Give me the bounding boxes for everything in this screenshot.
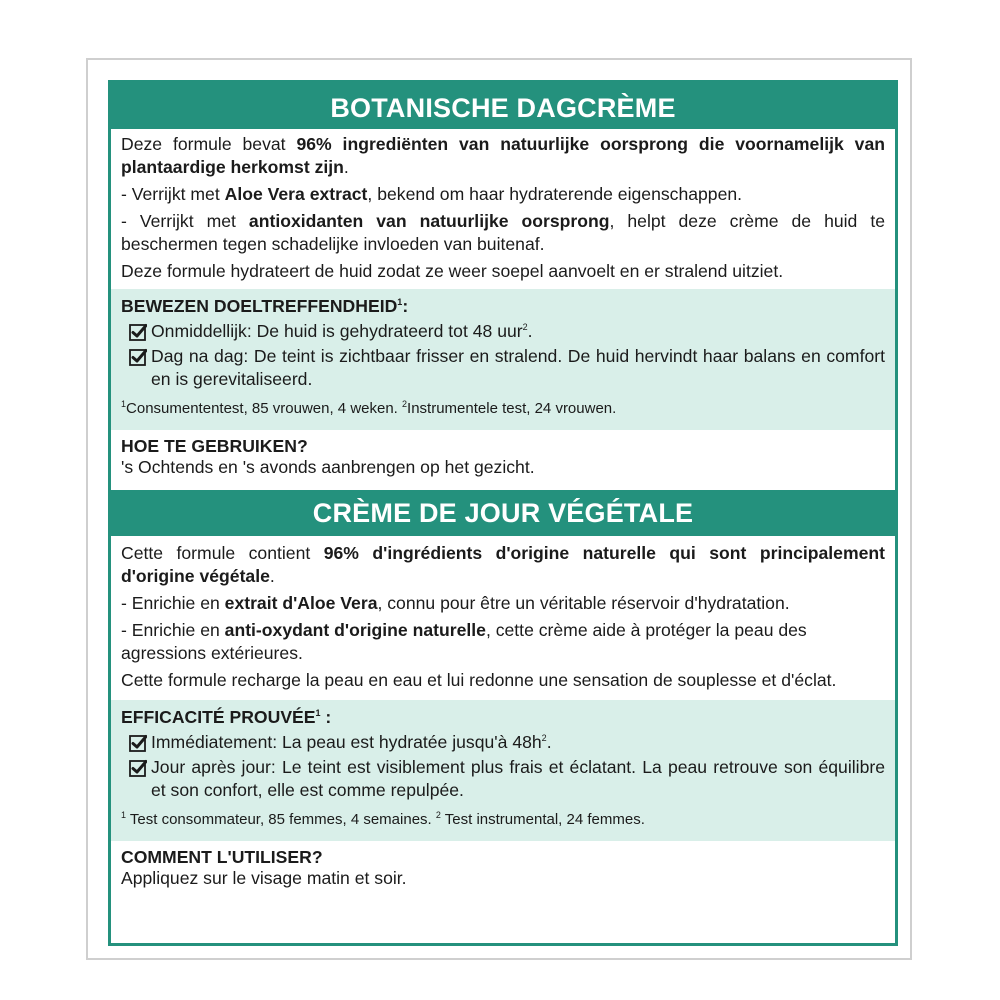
efficacy-nl-item1-text: Onmiddellijk: De huid is gehydrateerd tot 48 uur$^2$. — [151, 321, 533, 341]
efficacy-fr-footnote: $^1$ Test consommateur, 85 femmes, 4 semaines. $^2$ Test instrumental, 24 femmes. — [121, 810, 645, 828]
intro-fr-p2: - Enrichie en extrait d'Aloe Vera, connu pour être un véritable réservoir d'hydratation. — [121, 593, 790, 613]
intro-fr-p3: - Enrichie en anti-oxydant d'origine naturelle, cette crème aide à protéger la peau des agressions extérieures. — [121, 620, 807, 663]
checkbox-check-icon — [121, 731, 151, 754]
efficacy-fr-item — [121, 756, 885, 802]
intro-nl-p4: Deze formule hydrateert de huid zodat ze weer soepel aanvoelt en er stralend uitziet. — [121, 261, 784, 281]
label-panel — [108, 80, 898, 946]
intro-nl-p1: Deze formule bevat 96% ingrediënten van natuurlijke oorsprong die voornamelijk van plantaardige herkomst zijn. — [121, 134, 885, 177]
intro-nl — [111, 129, 895, 289]
usage-nl-text: 's Ochtends en 's avonds aanbrengen op het gezicht. — [121, 457, 535, 477]
efficacy-nl-footnote: $^1$Consumententest, 85 vrouwen, 4 weken. $^2$Instrumentele test, 24 vrouwen. — [121, 399, 617, 417]
title-fr: CRÈME DE JOUR VÉGÉTALE — [111, 484, 895, 536]
intro-fr-p4: Cette formule recharge la peau en eau et lui redonne une sensation de souplesse et d'éclat. — [121, 670, 837, 690]
efficacy-nl-item — [121, 320, 885, 343]
usage-fr — [111, 841, 895, 943]
intro-nl-p3: - Verrijkt met antioxidanten van natuurlijke oorsprong, helpt deze crème de huid te beschermen tegen schadelijke invloeden van buitenaf. — [121, 211, 885, 254]
checkbox-check-icon — [121, 756, 151, 779]
intro-fr — [111, 536, 895, 700]
usage-nl — [111, 430, 895, 484]
checkbox-check-icon — [121, 320, 151, 343]
efficacy-nl — [111, 289, 895, 430]
efficacy-fr — [111, 700, 895, 841]
intro-fr-p1: Cette formule contient 96% d'ingrédients d'origine naturelle qui sont principalement d'origine végétale. — [121, 543, 885, 586]
efficacy-fr-item1-text: Immédiatement: La peau est hydratée jusqu'à $48h^2$. — [151, 732, 552, 752]
intro-nl-p2: - Verrijkt met Aloe Vera extract, bekend om haar hydraterende eigenschappen. — [121, 184, 743, 204]
usage-fr-heading: COMMENT L'UTILISER? — [121, 847, 323, 867]
efficacy-fr-item2-text: Jour après jour: Le teint est visiblement plus frais et éclatant. La peau retrouve son équilibre et son confort, elle est comme repulpée. — [151, 757, 885, 800]
efficacy-nl-heading: BEWEZEN DOELTREFFENDHEID$^1$: — [121, 296, 409, 316]
usage-fr-text: Appliquez sur le visage matin et soir. — [121, 868, 407, 888]
checkbox-check-icon — [121, 345, 151, 368]
efficacy-nl-item2-text: Dag na dag: De teint is zichtbaar frisser en stralend. De huid hervindt haar balans en comfort en is gerevitaliseerd. — [151, 346, 885, 389]
usage-nl-heading: HOE TE GEBRUIKEN? — [121, 436, 308, 456]
title-nl: BOTANISCHE DAGCRÈME — [111, 83, 895, 129]
efficacy-fr-item — [121, 731, 885, 754]
efficacy-fr-heading: EFFICACITÉ PROUVÉE$^1$ : — [121, 707, 332, 727]
efficacy-nl-item — [121, 345, 885, 391]
